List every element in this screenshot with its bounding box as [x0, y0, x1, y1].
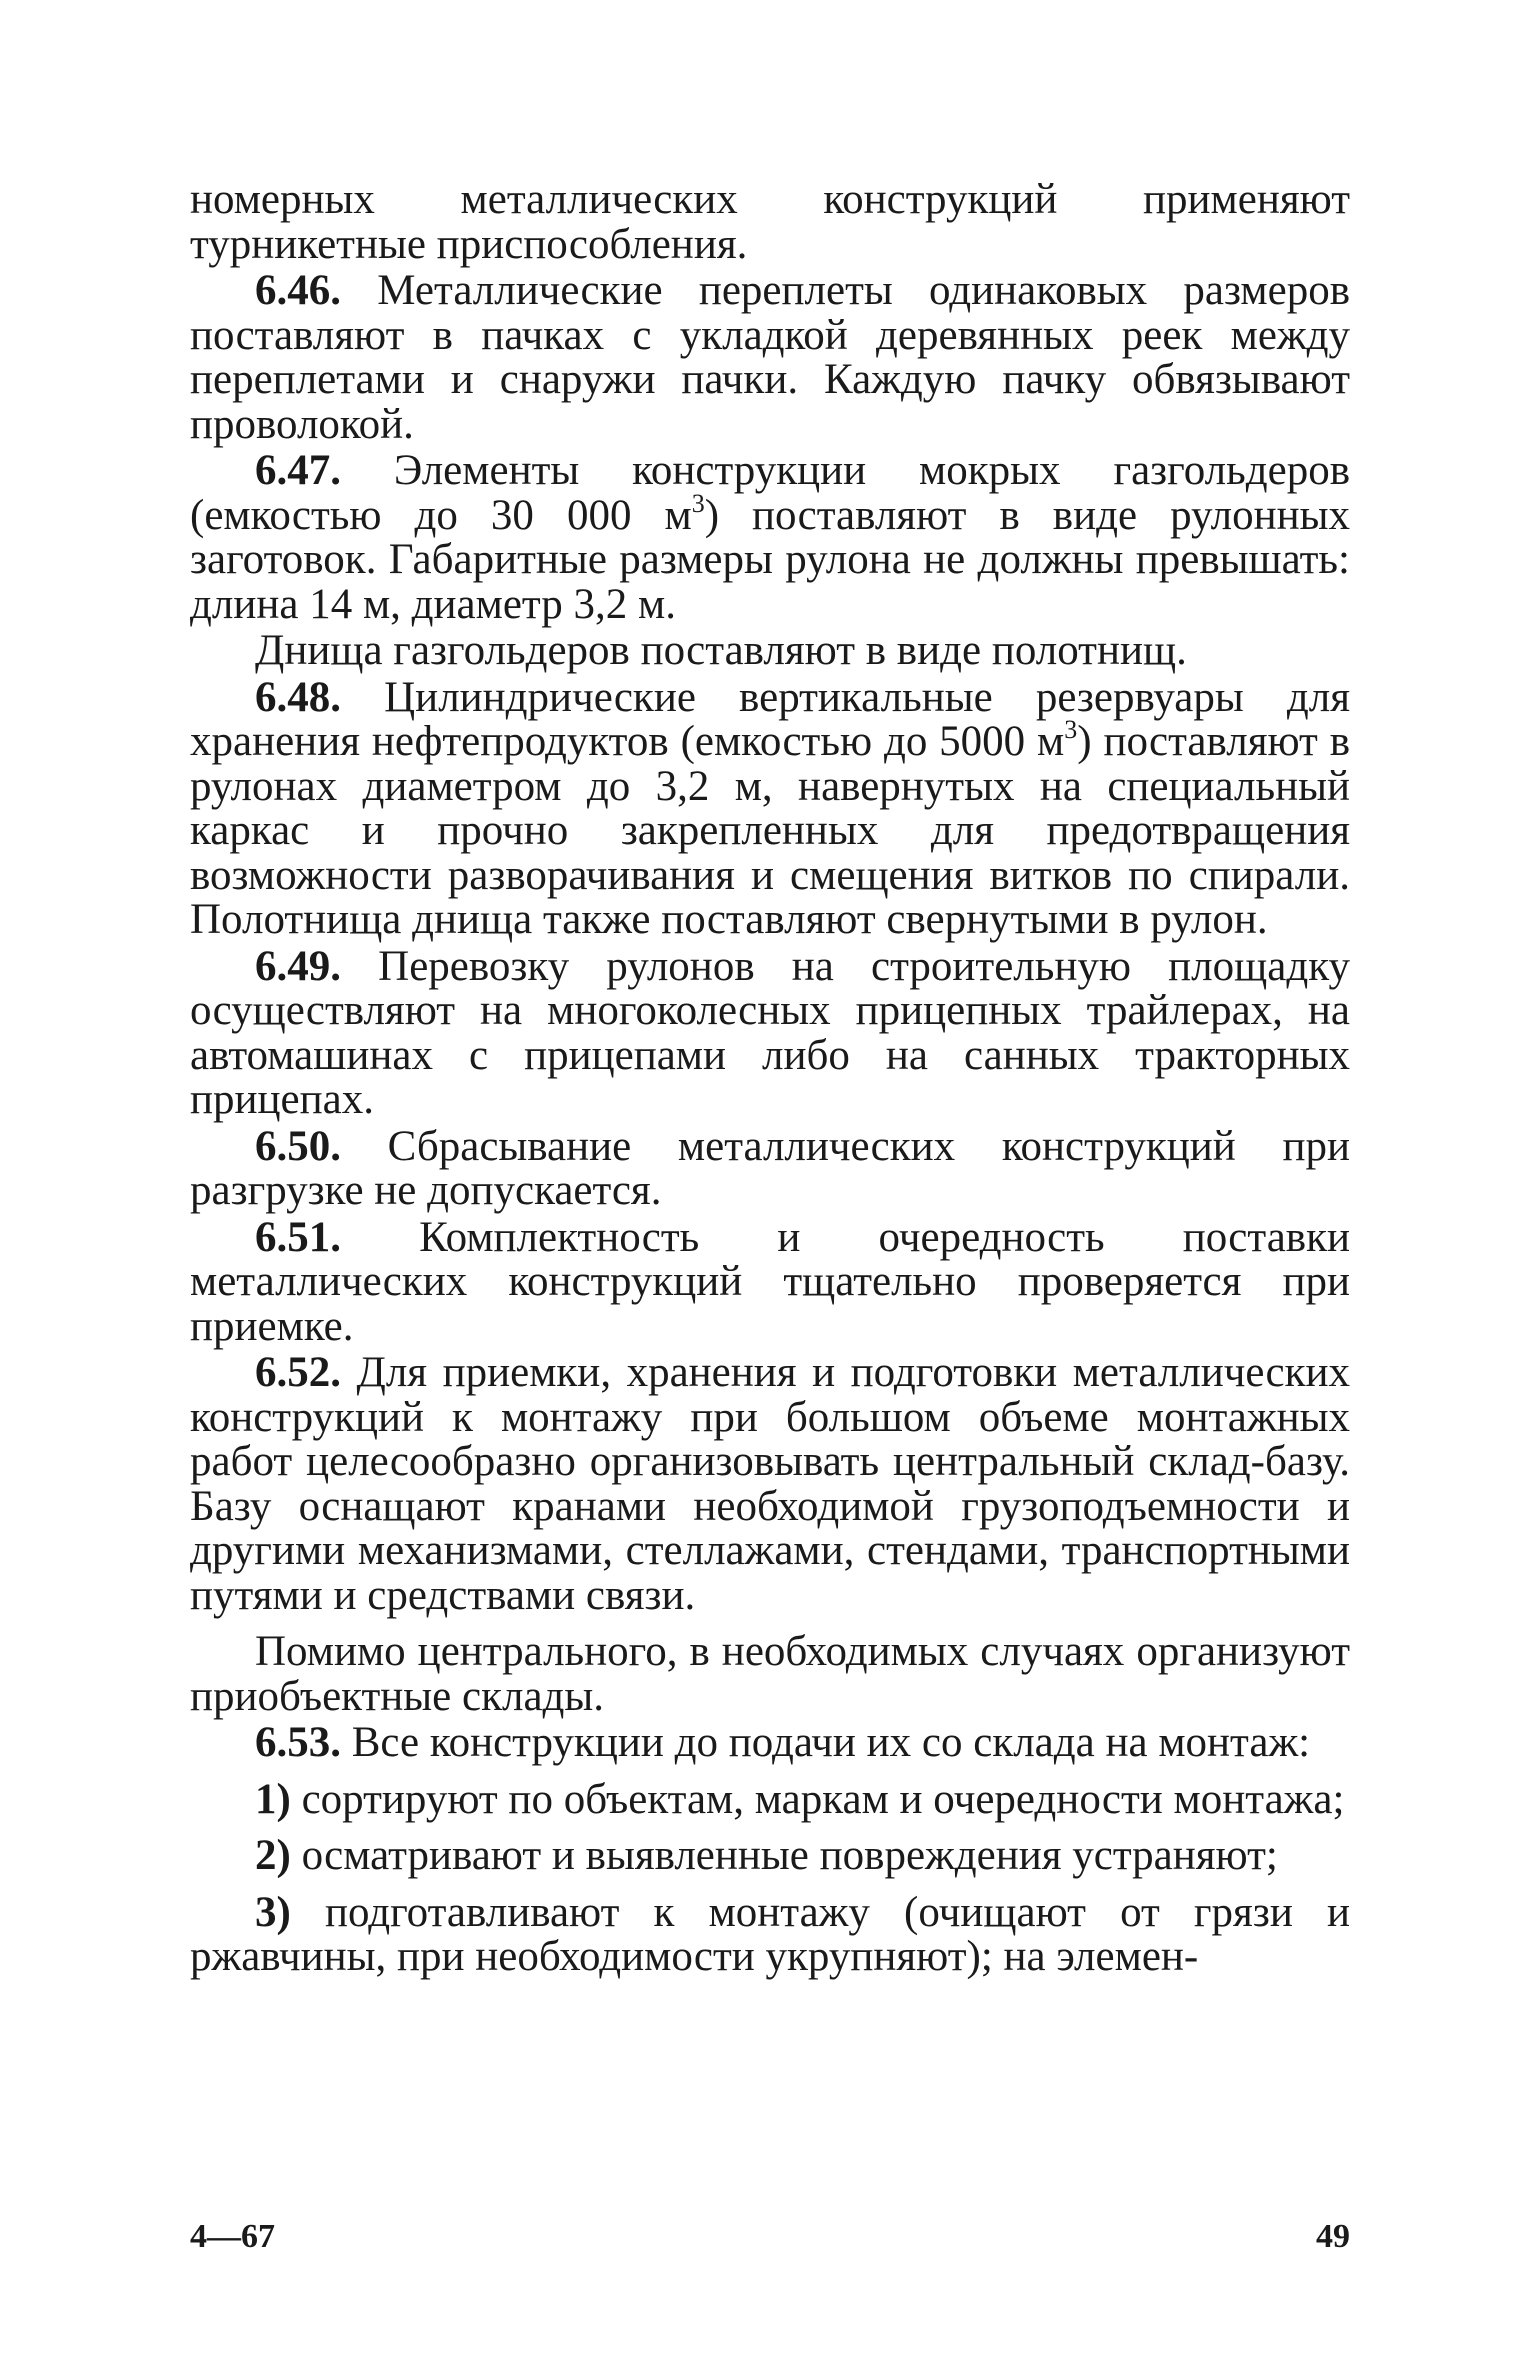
paragraph-text: ) поставляют в виде рулонных заготовок. Габаритные размеры рулона не должны превышать: длина 14 м, диаметр 3,2 м. [190, 491, 1350, 628]
paragraph-number: 6.47. [255, 447, 341, 494]
paragraph-local-warehouses [190, 1630, 1350, 1719]
list-text: осматривают и выявленные повреждения устраняют; [290, 1832, 1278, 1879]
paragraph-6-53 [190, 1721, 1350, 1766]
signature-mark: 4—67 [190, 2218, 275, 2255]
paragraph-number: 6.53. [255, 1719, 341, 1766]
paragraph-number: 6.50. [255, 1122, 341, 1170]
paragraph-text: Помимо центрального, в необходимых случаях организуют приобъектные склады. [190, 1628, 1350, 1720]
paragraph-number: 6.52. [255, 1349, 341, 1396]
list-item-1 [190, 1775, 1350, 1823]
superscript: 3 [1064, 715, 1078, 744]
paragraph-6-49 [190, 942, 1350, 1123]
paragraph-text: ) поставляют в рулонах диаметром до 3,2 м, навернутых на специальный каркас и прочно закрепленных для предотвращения возможности разворачивания и смещения витков по спирали. Полотнища днища также поставляют свернутыми в рулон. [190, 718, 1351, 943]
paragraph-text: Сбрасывание металлических конструкций при разгрузке не допускается. [190, 1122, 1350, 1214]
list-item-3 [190, 1888, 1350, 1980]
paragraph-text: Комплектность и очередность поставки металлических конструкций тщательно проверяется при приемке. [190, 1213, 1350, 1350]
list-number: 2) [255, 1832, 291, 1879]
page-body [190, 178, 1350, 1980]
paragraph-6-46 [190, 269, 1350, 447]
page-number: 49 [1316, 2218, 1350, 2255]
paragraph-text: номерных металлических конструкций применяют турникетные приспособления. [190, 176, 1350, 268]
paragraph-6-52 [190, 1351, 1350, 1618]
paragraph-bottoms [190, 629, 1350, 674]
paragraph-text: Для приемки, хранения и подготовки металлических конструкций к монтажу при большом объеме монтажных работ целесообразно организовывать центральный склад-базу. Базу оснащают кранами необходимой грузоподъемности и другими механизмами, стеллажами, стендами, транспортными путями и средствами связи. [190, 1349, 1350, 1619]
list-number: 1) [255, 1775, 291, 1823]
paragraph-number: 6.48. [255, 673, 341, 721]
paragraph-text-before: Цилиндрические вертикальные резервуары для хранения нефтепродуктов (емкостью до 5000 м [190, 673, 1350, 765]
paragraph-6-47 [190, 449, 1350, 627]
paragraph-text: Все конструкции до подачи их со склада на монтаж: [341, 1719, 1311, 1766]
list-text: подготавливают к монтажу (очищают от грязи и ржавчины, при необходимости укрупняют); на элемен- [190, 1888, 1350, 1980]
list-text: сортируют по объектам, маркам и очередности монтажа; [290, 1775, 1345, 1823]
paragraph-continuation [190, 178, 1350, 267]
paragraph-number: 6.49. [255, 942, 341, 990]
paragraph-6-48 [190, 673, 1351, 943]
page-footer [190, 2218, 1350, 2256]
list-item-2 [190, 1834, 1350, 1879]
superscript: 3 [691, 488, 705, 518]
paragraph-text: Перевозку рулонов на строительную площадку осуществляют на многоколесных прицепных трайлерах, на автомашинах с прицепами либо на санных тракторных прицепах. [190, 942, 1350, 1123]
paragraph-text: Металлические переплеты одинаковых размеров поставляют в пачках с укладкой деревянных реек между переплетами и снаружи пачки. Каждую пачку обвязывают проволокой. [190, 267, 1350, 448]
paragraph-6-50 [190, 1122, 1350, 1214]
paragraph-number: 6.46. [255, 267, 341, 314]
paragraph-6-51 [190, 1213, 1350, 1350]
paragraph-number: 6.51. [255, 1213, 341, 1261]
list-number: 3) [255, 1888, 291, 1936]
paragraph-text-before: Элементы конструкции мокрых газгольдеров (емкостью до 30 000 м [190, 447, 1350, 539]
paragraph-text: Днища газгольдеров поставляют в виде полотнищ. [255, 627, 1187, 674]
